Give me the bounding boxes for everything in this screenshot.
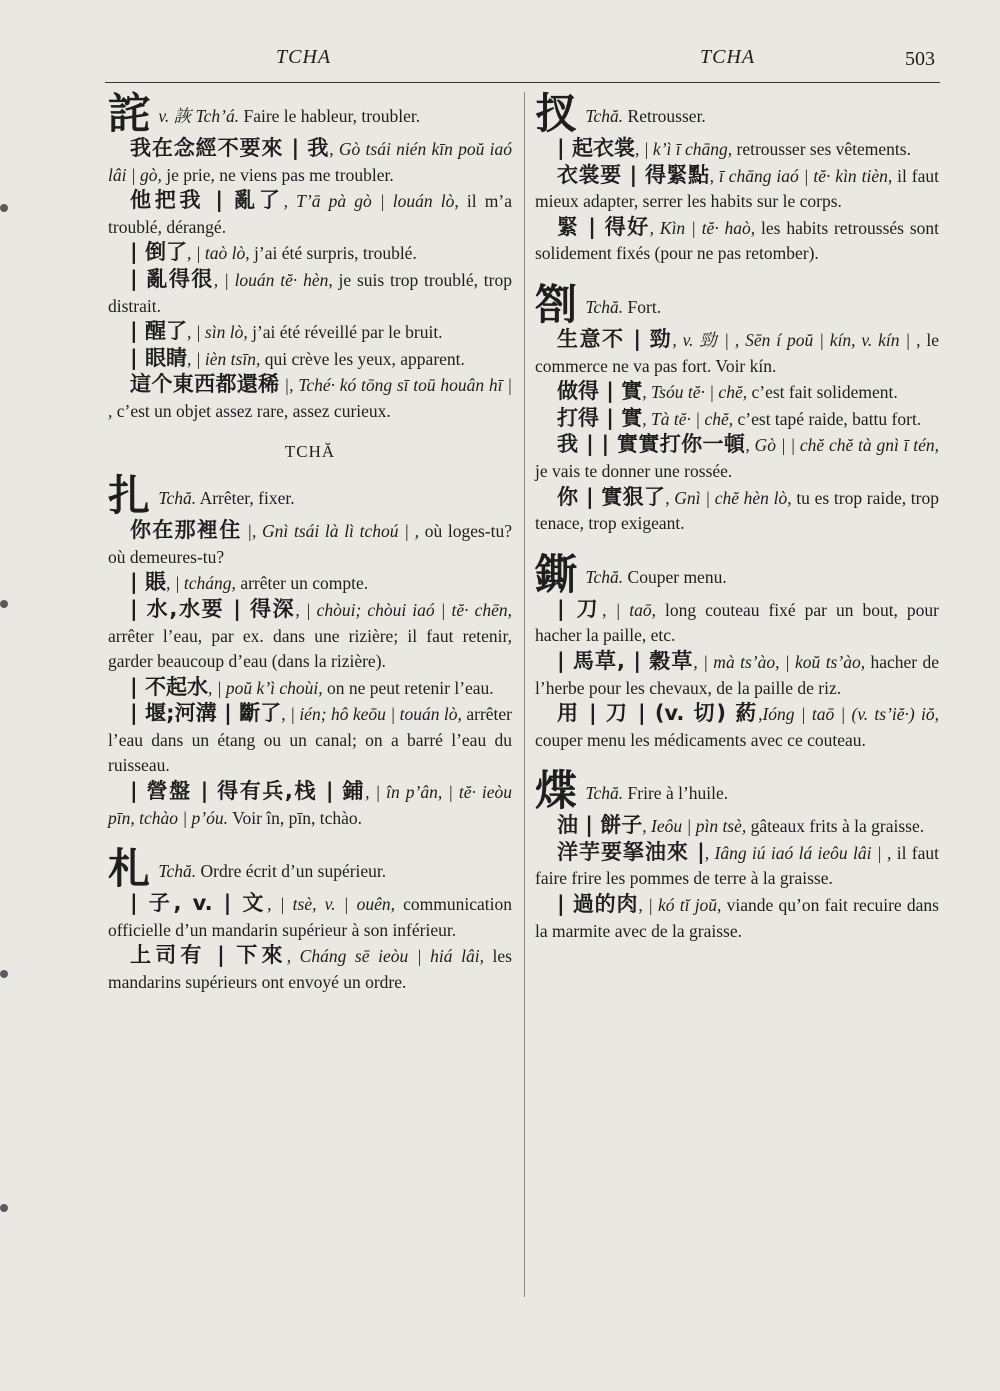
- translation: il faut mieux adapter, serrer les habits sur le corps.: [535, 165, 939, 212]
- example-phrase: [108, 518, 512, 570]
- example-phrase: [108, 372, 512, 424]
- romanization: , | mà ts’ào, | koŭ ts’ào,: [693, 651, 866, 672]
- romanization: , | ièn tsīn,: [186, 348, 261, 369]
- binding-hole: [0, 970, 8, 978]
- dictionary-entry: [535, 279, 940, 537]
- romanization: , | louán tĕ· hèn,: [213, 269, 333, 290]
- chinese-phrase: | 堰;河溝 | 斷了: [130, 701, 282, 726]
- entry-definition: [108, 471, 512, 521]
- chinese-phrase: | 不起水: [130, 674, 208, 699]
- page-number: 503: [905, 48, 935, 70]
- headword-character: 扎: [108, 471, 151, 521]
- chinese-phrase: | 水,水要 | 得深: [130, 596, 296, 621]
- romanization: , Gnì | chĕ hèn lò,: [665, 487, 792, 508]
- example-phrase: [108, 943, 512, 995]
- example-phrase: [108, 570, 512, 597]
- romanization: Tchă.: [158, 488, 197, 509]
- romanization: Tchă.: [585, 296, 624, 317]
- romanization: , | tcháng,: [165, 573, 236, 594]
- definition-text: Faire le hableur, troubler.: [239, 106, 421, 126]
- translation: retrousser ses vêtements.: [732, 139, 911, 159]
- romanization: , | ién; hô keōu | touán lò,: [281, 704, 462, 725]
- entry-definition: [108, 89, 512, 138]
- chinese-phrase: 打得 | 實: [557, 405, 643, 430]
- example-phrase: [108, 701, 512, 779]
- romanization: , Tà tĕ· | chĕ,: [642, 408, 734, 429]
- example-phrase: [108, 779, 512, 831]
- romanization: , | în p’ân, | tĕ· ieòu pīn, tchào | p’óu.: [108, 782, 512, 828]
- romanization: , | sìn lò,: [186, 322, 248, 343]
- section-title: TCHĂ: [284, 441, 336, 461]
- entry-definition: [535, 89, 939, 138]
- romanization: Tch’á.: [195, 106, 240, 126]
- romanization: , | tsè, v. | ouên,: [267, 894, 395, 915]
- translation: les habits retroussés sont solidement fixés (pour ne pas retomber).: [535, 217, 939, 264]
- example-phrase: [535, 701, 939, 753]
- romanization: , Gò | | chĕ chĕ tà gnì ī tén,: [745, 435, 940, 456]
- example-phrase: [535, 597, 939, 649]
- example-phrase: [108, 597, 512, 675]
- entry-definition: [535, 766, 939, 816]
- example-phrase: [535, 327, 939, 379]
- romanization: ,Ióng | taō | (v. ts’iĕ·) iŏ,: [758, 704, 939, 725]
- example-phrase: [535, 215, 939, 267]
- definition-text: Ordre écrit d’un supérieur.: [196, 861, 387, 882]
- chinese-phrase: | 賬: [130, 570, 166, 595]
- chinese-phrase: 他把我 | 亂了: [130, 188, 284, 213]
- chinese-phrase: | 倒了: [130, 240, 187, 265]
- translation: je prie, ne viens pas me troubler.: [161, 164, 394, 185]
- translation: gâteaux frits à la graisse.: [746, 816, 925, 837]
- right-column: [535, 89, 940, 950]
- example-phrase: [108, 346, 512, 373]
- example-phrase: [108, 267, 512, 319]
- romanization: , Iâng iú iaó lá ieôu lâi | ,: [704, 842, 892, 863]
- example-phrase: [108, 240, 512, 267]
- headword-character: 劄: [535, 279, 578, 329]
- romanization: , Ieôu | pìn tsè,: [642, 816, 747, 837]
- headword-character: 煠: [535, 766, 578, 816]
- translation: je vais te donner une rossée.: [535, 460, 733, 481]
- translation: il faut faire frire les pommes de terre à la graisse.: [535, 842, 939, 889]
- chinese-phrase: | 眼睛: [130, 345, 187, 370]
- romanization: , | taō,: [602, 599, 657, 620]
- dictionary-entry: [535, 549, 939, 754]
- binding-hole: [0, 1204, 8, 1212]
- definition-text: Frire à l’huile.: [623, 783, 729, 804]
- entry-definition: [108, 844, 512, 894]
- romanization: |, Tché· kó tōng sī toū houân hī | ,: [108, 375, 512, 421]
- dictionary-entry: [108, 844, 512, 995]
- chinese-phrase: | 過的肉: [557, 892, 639, 917]
- example-phrase: [535, 406, 939, 433]
- translation: arrêter l’eau, par ex. dans une rizière; il faut retenir, garder beaucoup d’eau (dans la rizière).: [108, 625, 512, 672]
- example-phrase: [108, 891, 512, 943]
- translation: hacher de l’herbe pour les chevaux, de la paille de riz.: [535, 651, 939, 698]
- translation: le commerce ne va pas fort. Voir kín.: [535, 329, 939, 376]
- chinese-phrase: | 子, v. | 文: [130, 891, 268, 916]
- romanization: , | taò lò,: [186, 243, 250, 264]
- translation: j’ai été réveillé par le bruit.: [247, 322, 443, 343]
- chinese-phrase: | 醒了: [130, 319, 187, 344]
- example-phrase: [535, 136, 939, 163]
- translation: les mandarins supérieurs ont envoyé un ordre.: [108, 946, 512, 993]
- example-phrase: [108, 188, 512, 240]
- headword-character: 扠: [535, 89, 578, 138]
- romanization: , T’ā pà gò | louán lò,: [283, 191, 459, 212]
- definition-text: Couper menu.: [623, 566, 727, 587]
- romanization: , ī chāng iaó | tĕ· kìn tièn,: [709, 165, 893, 186]
- left-column: [108, 89, 513, 1002]
- dictionary-entry: [535, 89, 939, 267]
- translation: on ne peut retenir l’eau.: [322, 677, 494, 698]
- example-phrase: [535, 485, 939, 537]
- romanization: Tchă.: [585, 566, 624, 587]
- example-phrase: [535, 813, 939, 840]
- romanization: |, Gnì tsái là lì tchoú | ,: [241, 521, 420, 542]
- chinese-phrase: 我 | | 實實打你一頓: [557, 432, 746, 457]
- translation: qui crève les yeux, apparent.: [260, 348, 465, 369]
- translation: communication officielle d’un mandarin supérieur à son inférieur.: [108, 894, 512, 940]
- headword-character: 鐁: [535, 549, 578, 599]
- translation: arrêter un compte.: [235, 573, 369, 594]
- translation: long couteau fixé par un bout, pour hacher la paille, etc.: [535, 599, 939, 646]
- chinese-phrase: | 起衣裳: [557, 136, 635, 160]
- chinese-phrase: 這个東西都還稀: [130, 372, 280, 397]
- example-phrase: [535, 840, 939, 892]
- definition-text: Fort.: [623, 296, 662, 317]
- romanization: , | poŭ k’ì choùi,: [207, 677, 323, 698]
- chinese-phrase: 做得 | 實: [557, 379, 643, 404]
- translation: il m’a troublé, dérangé.: [108, 191, 512, 237]
- romanization: , Gò tsái nién kīn poŭ iaó lâi | gò,: [108, 139, 512, 185]
- translation: viande qu’on fait recuire dans la marmite avec de la graisse.: [535, 895, 939, 941]
- chinese-phrase: | 馬草, | 穀草: [557, 648, 694, 673]
- translation: Voir în, pīn, tchào.: [228, 807, 363, 828]
- chinese-phrase: 生意不 | 勁: [557, 326, 673, 351]
- chinese-phrase: | 亂得很: [130, 266, 214, 291]
- romanization: Tchă.: [158, 861, 197, 882]
- header-left-title: TCHA: [276, 46, 332, 68]
- translation: j’ai été surpris, troublé.: [249, 243, 417, 264]
- binding-hole: [0, 600, 8, 608]
- chinese-phrase: 衣裳要 | 得緊點: [557, 162, 710, 187]
- variant-note: v. 詼: [158, 106, 196, 126]
- example-phrase: [535, 649, 939, 701]
- romanization: Tchă.: [585, 783, 624, 804]
- entry-definition: [535, 279, 939, 329]
- translation: c’est fait solidement.: [747, 382, 898, 403]
- example-phrase: [108, 136, 512, 188]
- translation: je suis trop troublé, trop distrait.: [108, 269, 512, 316]
- chinese-phrase: 用 | 刀 | (v. 切) 葯: [557, 701, 759, 726]
- header-rule: [105, 82, 940, 83]
- definition-text: Arrêter, fixer.: [196, 488, 295, 509]
- example-phrase: [535, 432, 939, 484]
- example-phrase: [108, 675, 512, 702]
- romanization: , Cháng sē ieòu | hiá lâi,: [286, 946, 484, 967]
- romanization: , | kó tĭ joŭ,: [638, 895, 722, 916]
- chinese-phrase: 你 | 實狠了: [557, 484, 666, 509]
- example-phrase: [535, 892, 939, 944]
- romanization: Tchă.: [585, 106, 624, 126]
- headword-character: 札: [108, 844, 151, 894]
- binding-hole: [0, 204, 8, 212]
- headword-character: 詫: [108, 89, 151, 138]
- romanization: , | chòui; chòui iaó | tĕ· chēn,: [295, 599, 512, 620]
- header-right-title: TCHA: [700, 46, 756, 68]
- column-divider: [524, 92, 525, 1297]
- example-phrase: [535, 379, 939, 406]
- chinese-phrase: 洋芋要拏油來 |: [557, 839, 705, 864]
- romanization: , v. 勁 | , Sēn í poŭ | kín, v. kín | ,: [672, 329, 921, 350]
- romanization: , Tsóu tĕ· | chĕ,: [642, 382, 748, 403]
- chinese-phrase: | 營盤 | 得有兵,栈 | 鋪: [130, 779, 366, 804]
- chinese-phrase: 油 | 餅子: [557, 813, 643, 838]
- chinese-phrase: 你在那裡住: [130, 518, 242, 543]
- translation: tu es trop raide, trop tenace, trop exigeant.: [535, 487, 939, 534]
- entry-definition: [535, 549, 939, 599]
- chinese-phrase: 我在念經不要來 | 我: [130, 136, 330, 160]
- chinese-phrase: 上司有 | 下來: [130, 943, 287, 968]
- running-header: [100, 44, 940, 84]
- translation: c’est tapé raide, battu fort.: [733, 408, 922, 429]
- dictionary-entry: [108, 471, 513, 831]
- romanization: , | k’ì ī chāng,: [634, 139, 733, 159]
- example-phrase: [108, 319, 512, 346]
- translation: arrêter l’eau dans un étang ou un canal; on a barré l’eau du ruisseau.: [108, 704, 513, 776]
- example-phrase: [535, 163, 939, 215]
- translation: où loges-tu? où demeures-tu?: [108, 521, 513, 567]
- chinese-phrase: 緊 | 得好: [557, 214, 650, 239]
- translation: c’est un objet assez rare, assez curieux.: [112, 400, 391, 421]
- romanization: , Kìn | tĕ· haò,: [649, 217, 756, 238]
- translation: couper menu les médicaments avec ce couteau.: [535, 729, 866, 750]
- dictionary-entry: [535, 766, 939, 944]
- chinese-phrase: | 刀: [557, 596, 603, 621]
- dictionary-entry: [108, 89, 512, 425]
- definition-text: Retrousser.: [623, 106, 706, 126]
